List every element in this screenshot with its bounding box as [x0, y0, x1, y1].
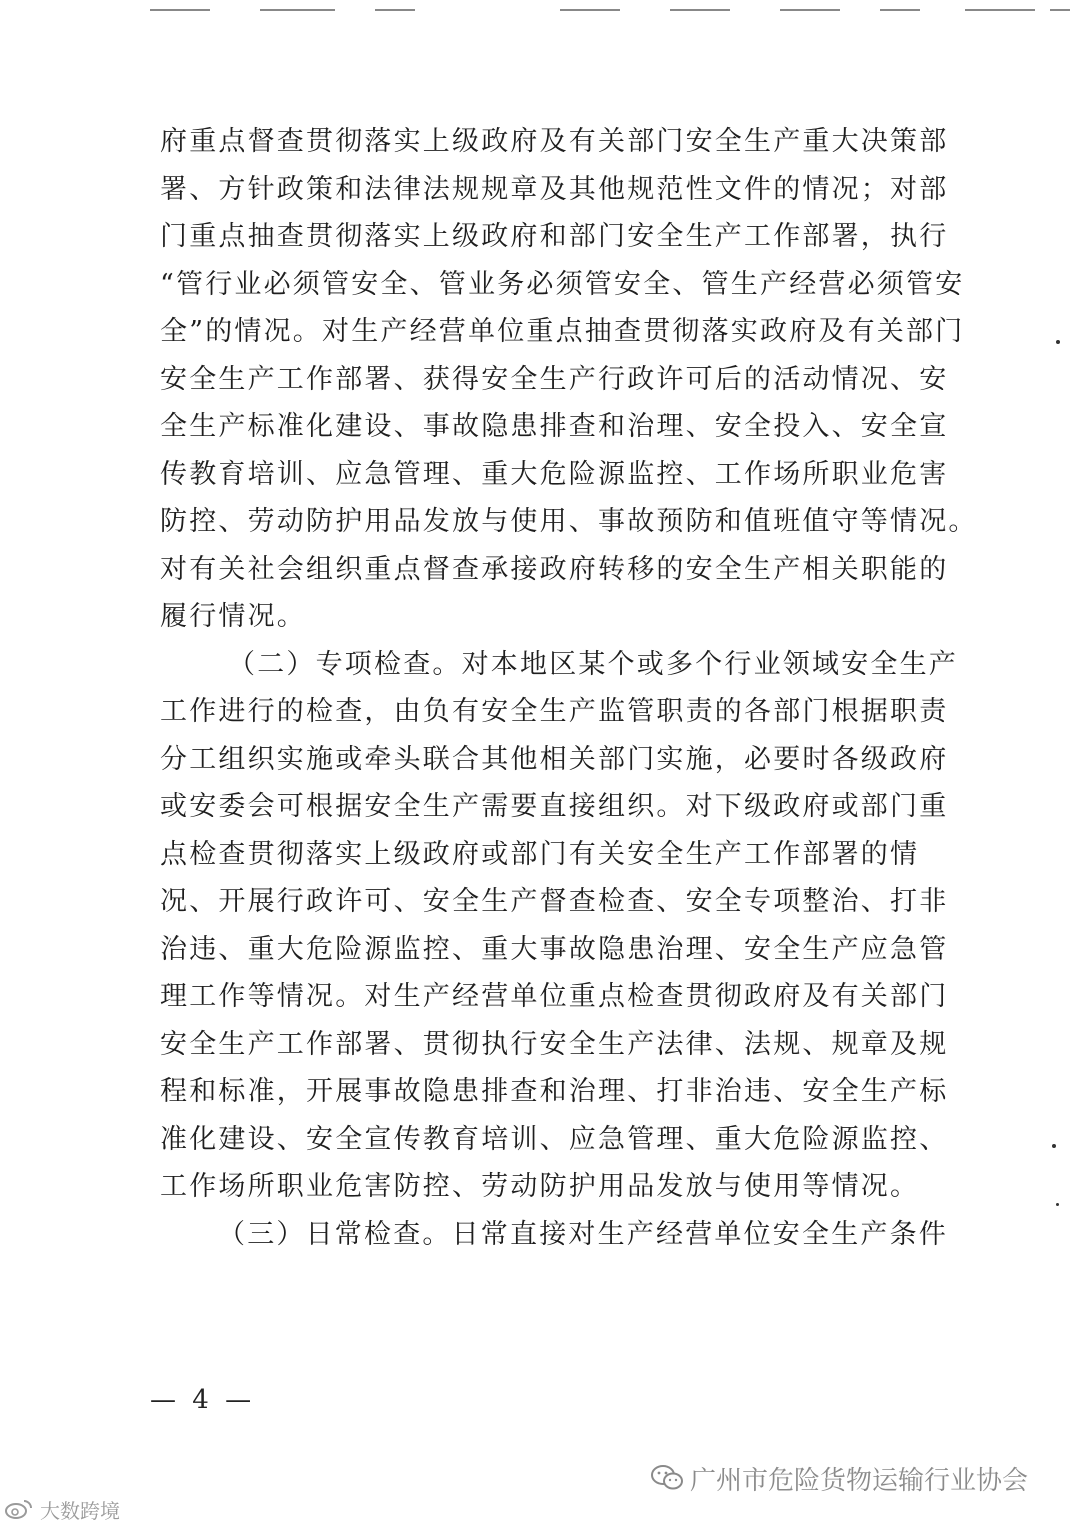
text-line: 况、开展行政许可、安全生产督查检查、安全专项整治、打非 [160, 886, 949, 917]
text-line: 程和标准，开展事故隐患排查和治理、打非治违、安全生产标 [160, 1076, 949, 1107]
text-line: 履行情况。 [160, 601, 306, 632]
text-line: 安全生产工作部署、贯彻执行安全生产法律、法规、规章及规 [160, 1028, 949, 1060]
text-line: 工作场所职业危害防控、劳动防护用品发放与使用等情况。 [160, 1171, 920, 1202]
wechat-watermark [650, 1461, 1028, 1495]
text-line: 全生产标准化建设、事故隐患排查和治理、安全投入、安全宣 [160, 411, 949, 442]
scan-speck [1056, 340, 1060, 344]
text-line: 分工组织实施或牵头联合其他相关部门实施，必要时各级政府 [160, 743, 949, 775]
text-line: 安全生产工作部署、获得安全生产行政许可后的活动情况、安 [160, 363, 949, 395]
paragraph-start-line: （三）日常检查。日常直接对生产经营单位安全生产条件 [218, 1218, 948, 1250]
text-line: 点检查贯彻落实上级政府或部门有关安全生产工作部署的情 [160, 838, 920, 870]
scan-speck [1052, 1144, 1056, 1148]
wechat-icon [650, 1464, 684, 1492]
text-line: 传教育培训、应急管理、重大危险源监控、工作场所职业危害 [160, 458, 949, 490]
text-line: 全”的情况。对生产经营单位重点抽查贯彻落实政府及有关部门 [160, 316, 965, 347]
text-line: 对有关社会组织重点督查承接政府转移的安全生产相关职能的 [160, 553, 949, 585]
weibo-account-name: 大数跨境 [40, 1498, 120, 1523]
text-line: 署、方针政策和法律法规规章及其他规范性文件的情况；对部 [160, 173, 949, 205]
text-line: 工作进行的检查，由负有安全生产监管职责的各部门根据职责 [160, 696, 949, 727]
text-line: 准化建设、安全宣传教育培训、应急管理、重大危险源监控、 [160, 1123, 949, 1155]
text-line: 门重点抽查贯彻落实上级政府和部门安全生产工作部署，执行 [160, 221, 949, 252]
document-body [160, 118, 978, 1258]
paragraph-start-line: （二）专项检查。对本地区某个或多个行业领域安全生产 [228, 648, 958, 680]
weibo-icon [4, 1497, 34, 1521]
text-line: “管行业必须管安全、管业务必须管安全、管生产经营必须管安 [160, 268, 965, 300]
text-line: 治违、重大危险源监控、重大事故隐患治理、安全生产应急管 [160, 933, 949, 965]
text-line: 或安委会可根据安全生产需要直接组织。对下级政府或部门重 [160, 791, 949, 822]
text-line: 理工作等情况。对生产经营单位重点检查贯彻政府及有关部门 [160, 981, 949, 1012]
text-line: 府重点督查贯彻落实上级政府及有关部门安全生产重大决策部 [160, 126, 949, 157]
weibo-watermark [4, 1494, 120, 1524]
wechat-account-name: 广州市危险货物运输行业协会 [690, 1465, 1029, 1496]
scan-artifact-top [0, 0, 1080, 18]
text-line: 防控、劳动防护用品发放与使用、事故预防和值班值守等情况。 [160, 506, 978, 537]
scan-speck [1056, 1203, 1059, 1206]
page-number: — 4 — [150, 1385, 256, 1415]
